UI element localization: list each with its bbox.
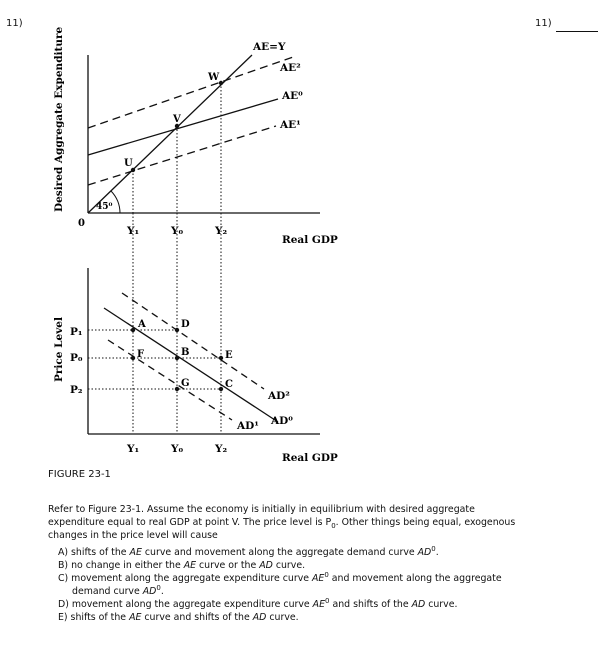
- choice-e-mid: curve and shifts of the: [141, 612, 253, 623]
- point-d-label: D: [181, 319, 190, 330]
- point-f-label: F: [137, 349, 145, 360]
- ae-equals-y-line: [88, 55, 252, 213]
- ad2-label: AD²: [268, 390, 290, 402]
- angle-label: 45⁰: [96, 202, 113, 212]
- choice-d-ae: AE: [312, 599, 326, 610]
- ae1-curve: [88, 126, 276, 185]
- origin-label: 0: [78, 218, 85, 229]
- point-v-label: V: [173, 114, 181, 125]
- ad2-curve: [122, 293, 264, 389]
- upper-tick-y1: Y₁: [127, 225, 140, 237]
- point-w-label: W: [208, 72, 220, 83]
- choice-c-ad: AD: [142, 586, 157, 597]
- lower-tick-y1: Y₁: [127, 443, 140, 455]
- choice-d-post: curve.: [425, 599, 458, 610]
- upper-y-axis-label: Desired Aggregate Expenditure: [53, 26, 65, 212]
- choice-d-ad: AD: [411, 599, 426, 610]
- ae-equals-y-label: AE=Y: [253, 41, 286, 53]
- choice-e-ae: AE: [129, 612, 142, 623]
- choice-e[interactable]: [58, 611, 518, 624]
- point-g-dot: [175, 387, 179, 391]
- lower-tick-p0: P₀: [70, 352, 83, 364]
- lower-x-axis-label: Real GDP: [282, 452, 338, 464]
- lower-graph: [53, 213, 338, 464]
- lower-tick-p1: P₁: [70, 326, 83, 338]
- choice-b-ad: AD: [259, 560, 273, 571]
- choice-a-mid: curve and movement along the aggregate demand curve: [141, 547, 418, 558]
- upper-x-axis-label: Real GDP: [282, 234, 338, 246]
- question-part1: Refer to Figure 23-1. Assume the economy is initially in equilibrium with desired aggregate expenditure equal to real GDP at point V. The price level is P: [48, 504, 475, 528]
- choice-c-sup2: 0: [156, 583, 161, 592]
- point-c-label: C: [225, 379, 233, 390]
- lower-tick-p2: P₂: [70, 384, 83, 396]
- point-b-label: B: [181, 347, 190, 358]
- point-d-dot: [175, 328, 179, 332]
- choice-d-sup: 0: [325, 596, 330, 605]
- point-g-label: G: [181, 378, 190, 389]
- point-w-dot: [219, 81, 223, 85]
- point-c-dot: [219, 387, 223, 391]
- answer-number: 11): [535, 18, 552, 29]
- choice-d-pre: D) movement along the aggregate expenditure curve: [58, 599, 313, 610]
- choice-a-ae: AE: [129, 547, 142, 558]
- choice-c-mid: and movement along the aggregate: [328, 573, 502, 584]
- choice-c-cont: demand curve: [72, 586, 143, 597]
- question-number: 11): [6, 18, 23, 29]
- question-part2: . Other things being equal, exogenous changes in the price level will cause: [48, 517, 516, 541]
- choice-b-post: curve.: [272, 560, 306, 571]
- upper-graph: [53, 26, 338, 246]
- choice-a-pre: A) shifts of the: [58, 547, 130, 558]
- point-u-label: U: [124, 158, 133, 169]
- point-a-dot: [131, 328, 135, 332]
- ad0-label: AD⁰: [271, 415, 293, 427]
- answer-choices: [58, 546, 518, 624]
- figure-caption: FIGURE 23-1: [48, 469, 111, 480]
- point-e-label: E: [225, 350, 233, 361]
- point-f-dot: [131, 356, 135, 360]
- ad0-curve: [104, 308, 278, 422]
- choice-a-sup: 0: [431, 544, 436, 553]
- choice-b-mid: curve or the: [196, 560, 260, 571]
- choice-e-post: curve.: [266, 612, 299, 623]
- question-text: [48, 503, 518, 542]
- lower-y-axis-label: Price Level: [53, 317, 65, 382]
- upper-tick-y0: Y₀: [171, 225, 184, 237]
- ae0-label: AE⁰: [282, 90, 303, 102]
- point-b-dot: [175, 356, 179, 360]
- choice-b[interactable]: [58, 559, 518, 572]
- ad1-label: AD¹: [237, 420, 259, 432]
- point-e-dot: [219, 356, 223, 360]
- choice-d[interactable]: [58, 598, 518, 611]
- choice-e-pre: E) shifts of the: [58, 612, 130, 623]
- choice-d-mid: and shifts of the: [329, 599, 412, 610]
- choice-a-post: .: [435, 547, 439, 558]
- question-sub0: 0: [331, 521, 336, 530]
- choice-e-ad: AD: [252, 612, 267, 623]
- choice-c-pre: C) movement along the aggregate expenditure curve: [58, 573, 312, 584]
- choice-a-ad: AD: [417, 547, 432, 558]
- ae2-curve: [88, 56, 296, 128]
- upper-tick-y2: Y₂: [215, 225, 228, 237]
- choice-b-pre: B) no change in either the: [58, 560, 184, 571]
- choice-c-ae: AE: [312, 573, 325, 584]
- ae2-label: AE²: [280, 62, 301, 74]
- choice-a[interactable]: [58, 546, 518, 559]
- ae1-label: AE¹: [280, 119, 301, 131]
- choice-c[interactable]: [58, 572, 518, 598]
- choice-b-ae: AE: [183, 560, 197, 571]
- choice-c-sup: 0: [324, 570, 329, 579]
- ae0-curve: [88, 99, 278, 155]
- lower-tick-y2: Y₂: [215, 443, 228, 455]
- choice-c-post: .: [160, 586, 164, 597]
- lower-tick-y0: Y₀: [171, 443, 184, 455]
- point-a-label: A: [138, 319, 146, 330]
